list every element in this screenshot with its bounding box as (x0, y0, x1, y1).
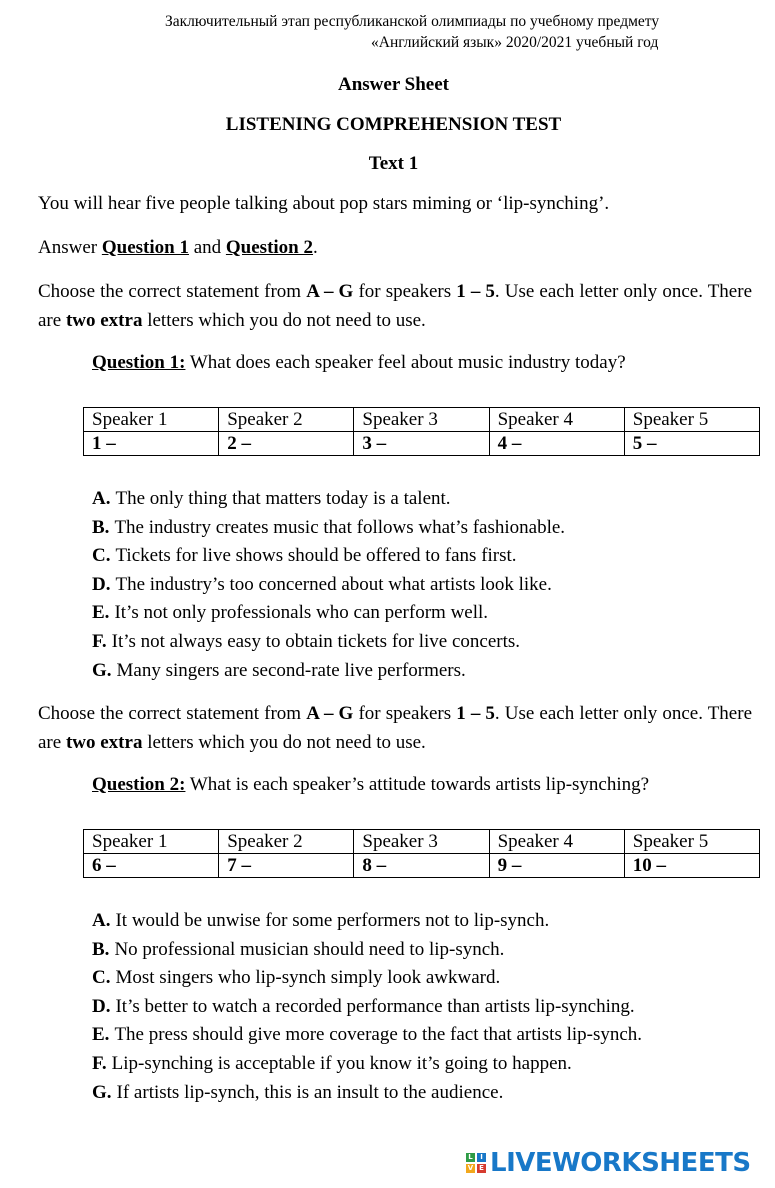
option-letter: E. (92, 1024, 110, 1046)
answer-cell[interactable]: 8 – (354, 854, 489, 878)
speaker-cell: Speaker 5 (624, 408, 759, 432)
instr-range-speakers: 1 – 5 (456, 703, 495, 724)
speaker-cell: Speaker 3 (354, 408, 489, 432)
option-text: It’s not only professionals who can perform well. (114, 602, 489, 624)
answer-cell[interactable]: 3 – (354, 432, 489, 456)
answer-cell[interactable]: 4 – (489, 432, 624, 456)
question-1-ref: Question 1 (101, 237, 189, 258)
answer-line (38, 233, 752, 262)
option-text: It’s not always easy to obtain tickets for live concerts. (111, 630, 521, 652)
option-letter: C. (92, 545, 111, 567)
option-item (92, 1079, 642, 1108)
instr-extra: two extra (65, 310, 143, 331)
answer-cell[interactable]: 9 – (489, 854, 624, 878)
answer-line-prefix: Answer (38, 237, 102, 258)
option-text: The press should give more coverage to the fact that artists lip-synch. (114, 1024, 643, 1046)
option-item (92, 993, 642, 1022)
speaker-cell: Speaker 1 (84, 830, 219, 854)
option-letter: D. (92, 995, 111, 1017)
option-text: Tickets for live shows should be offered to fans first. (115, 545, 517, 567)
question-1-answer-table (83, 407, 760, 456)
option-letter: C. (92, 967, 111, 989)
answer-cell[interactable]: 7 – (219, 854, 354, 878)
option-letter: F. (92, 1052, 107, 1074)
table-header-row (84, 408, 760, 432)
instr-text-b: for speakers (353, 281, 457, 302)
speaker-cell: Speaker 3 (354, 830, 489, 854)
option-item (92, 907, 642, 936)
speaker-cell: Speaker 4 (489, 830, 624, 854)
option-text: Lip-synching is acceptable if you know it’s going to happen. (111, 1052, 572, 1074)
option-item (92, 514, 565, 543)
option-item (92, 485, 565, 514)
answer-cell[interactable]: 6 – (84, 854, 219, 878)
speaker-cell: Speaker 2 (219, 830, 354, 854)
answer-cell[interactable]: 2 – (219, 432, 354, 456)
option-text: The industry creates music that follows what’s fashionable. (114, 516, 566, 538)
instr-range-speakers: 1 – 5 (456, 281, 495, 302)
option-letter: B. (92, 516, 110, 538)
logo-letter-v: V (467, 1164, 474, 1172)
option-letter: B. (92, 938, 110, 960)
instr-text-b: for speakers (353, 703, 457, 724)
question-1 (92, 352, 626, 374)
option-text: If artists lip-synch, this is an insult to the audience. (116, 1081, 504, 1103)
table-answer-row (84, 432, 760, 456)
speaker-cell: Speaker 4 (489, 408, 624, 432)
instructions-1 (38, 277, 752, 335)
option-text: Most singers who lip-synch simply look awkward. (115, 967, 501, 989)
option-text: The industry’s too concerned about what artists look like. (115, 573, 552, 595)
question-1-options (92, 485, 565, 685)
logo-letter-l: L (466, 1153, 475, 1162)
question-2-label: Question 2: (92, 774, 186, 795)
option-text: The only thing that matters today is a talent. (115, 488, 451, 509)
option-text: It would be unwise for some performers not to lip-synch. (115, 910, 550, 931)
instr-text-a: Choose the correct statement from (38, 281, 307, 302)
speaker-cell: Speaker 1 (84, 408, 219, 432)
option-text: No professional musician should need to lip-synch. (114, 938, 505, 960)
instr-extra: two extra (65, 732, 143, 753)
instr-text-a: Choose the correct statement from (38, 703, 307, 724)
logo-mark-icon (466, 1153, 486, 1173)
option-item (92, 657, 565, 686)
logo-letter-e: E (477, 1164, 486, 1173)
question-2 (92, 774, 649, 796)
instr-text-c: . Use each letter only once. There are (38, 703, 752, 753)
test-title: LISTENING COMPREHENSION TEST (225, 114, 562, 135)
question-2-answer-table (83, 829, 760, 878)
instr-text-c: . Use each letter only once. There are (38, 281, 752, 331)
logo-letter-i: I (477, 1153, 486, 1162)
question-2-options (92, 907, 642, 1107)
instr-range-letters: A – G (306, 281, 354, 302)
option-letter: A. (92, 488, 111, 509)
text-number-title: Text 1 (368, 153, 419, 174)
table-header-row (84, 830, 760, 854)
option-item (92, 571, 565, 600)
instr-text-d: letters which you do not need to use. (142, 732, 426, 753)
speaker-cell: Speaker 5 (624, 830, 759, 854)
instr-range-letters: A – G (306, 703, 354, 724)
option-letter: G. (92, 1081, 112, 1103)
intro-paragraph: You will hear five people talking about pop stars miming or ‘lip-synching’. (38, 193, 610, 214)
option-letter: G. (92, 659, 112, 681)
answer-sheet-title: Answer Sheet (337, 74, 449, 95)
question-1-text: What does each speaker feel about music industry today? (185, 352, 626, 373)
option-text: Many singers are second-rate live performers. (116, 659, 466, 681)
header-line-1: Заключительный этап республиканской олимпиады по учебному предмету (165, 13, 660, 30)
option-text: It’s better to watch a recorded performance than artists lip-synching. (115, 995, 635, 1017)
option-letter: F. (92, 630, 107, 652)
answer-cell[interactable]: 5 – (624, 432, 759, 456)
logo-text: LIVEWORKSHEETS (490, 1148, 751, 1178)
option-item (92, 1021, 642, 1050)
option-item (92, 936, 642, 965)
answer-cell[interactable]: 10 – (624, 854, 759, 878)
speaker-cell: Speaker 2 (219, 408, 354, 432)
answer-line-suffix: . (313, 237, 318, 258)
option-item (92, 599, 565, 628)
option-item (92, 542, 565, 571)
option-letter: A. (92, 910, 111, 931)
question-1-label: Question 1: (92, 352, 186, 373)
option-letter: D. (92, 573, 111, 595)
instr-text-d: letters which you do not need to use. (142, 310, 426, 331)
option-item (92, 628, 565, 657)
option-item (92, 964, 642, 993)
liveworksheets-logo[interactable] (466, 1148, 751, 1178)
answer-line-and: and (188, 237, 226, 258)
header-line-2: «Английский язык» 2020/2021 учебный год (371, 34, 659, 51)
question-2-text: What is each speaker’s attitude towards artists lip-synching? (185, 774, 650, 795)
instructions-2 (38, 699, 752, 757)
question-2-ref: Question 2 (225, 237, 314, 258)
answer-cell[interactable]: 1 – (84, 432, 219, 456)
table-answer-row (84, 854, 760, 878)
option-letter: E. (92, 602, 110, 624)
option-item (92, 1050, 642, 1079)
